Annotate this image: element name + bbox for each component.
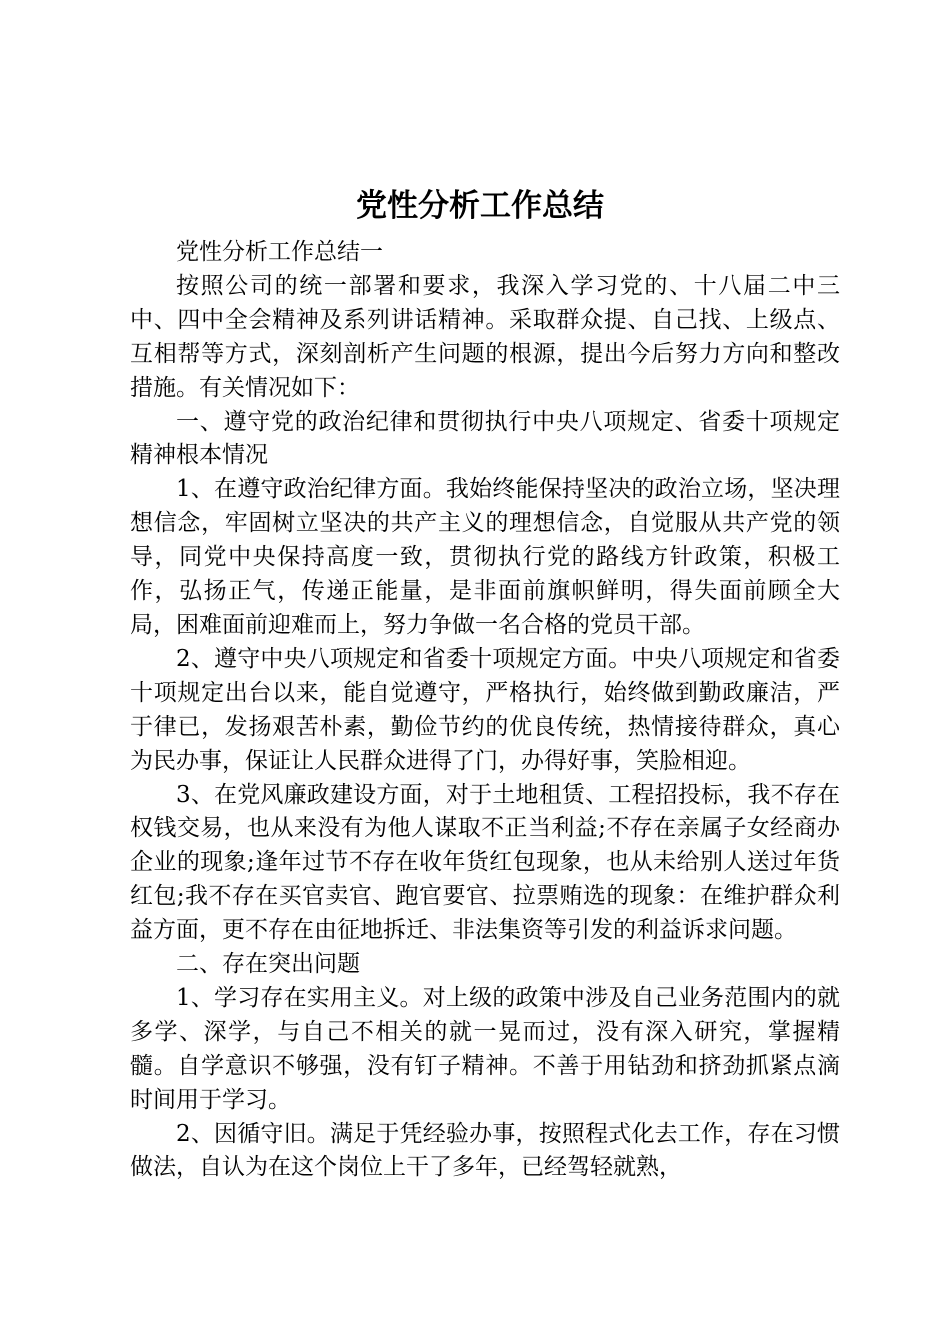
document-title: 党性分析工作总结 — [356, 188, 604, 224]
document-body — [130, 236, 840, 1185]
paragraph-subtitle: 党性分析工作总结一 — [176, 239, 383, 265]
paragraph-intro: 按照公司的统一部署和要求，我深入学习党的、十八届二中三中、四中全会精神及系列讲话精神。采取群众提、自己找、上级点、互相帮等方式，深刻剖析产生问题的根源，提出今后努力方向和整改措施。有关情况如下： — [130, 272, 840, 401]
section-heading-2: 二、存在突出问题 — [176, 951, 360, 978]
paragraph-clean-governance: 3、在党风廉政建设方面，对于土地租赁、工程招投标，我不存在权钱交易，也从来没有为他人谋取不正当利益;不存在亲属子女经商办企业的现象;逢年过节不存在收年货红包现象，也从未给别人送过年货红包;我不存在买官卖官、跑官要官、拉票贿选的现象：在维护群众利益方面，更不存在由征地拆迁、非法集资等引发的利益诉求问题。 — [130, 781, 840, 944]
paragraph-study-issue: 1、学习存在实用主义。对上级的政策中涉及自己业务范围内的就多学、深学，与自己不相关的就一晃而过，没有深入研究，掌握精髓。自学意识不够强，没有钉子精神。不善于用钻劲和挤劲抓紧点滴时间用于学习。 — [130, 984, 840, 1113]
paragraph-political-discipline: 1、在遵守政治纪律方面。我始终能保持坚决的政治立场，坚决理想信念，牢固树立坚决的共产主义的理想信念，自觉服从共产党的领导，同党中央保持高度一致，贯彻执行党的路线方针政策，积极工作，弘扬正气，传递正能量，是非面前旗帜鲜明，得失面前顾全大局，困难面前迎难而上，努力争做一名合格的党员干部。 — [130, 476, 840, 638]
paragraph-conservatism-issue: 2、因循守旧。满足于凭经验办事，按照程式化去工作，存在习惯做法，自认为在这个岗位上干了多年，已经驾轻就熟， — [130, 1120, 840, 1181]
section-heading-1: 一、遵守党的政治纪律和贯彻执行中央八项规定、省委十项规定精神根本情况 — [130, 408, 840, 469]
paragraph-eight-regulations: 2、遵守中央八项规定和省委十项规定方面。中央八项规定和省委十项规定出台以来，能自觉遵守，严格执行，始终做到勤政廉洁，严于律已，发扬艰苦朴素，勤俭节约的优良传统，热情接待群众，真心为民办事，保证让人民群众进得了门，办得好事，笑脸相迎。 — [130, 645, 840, 774]
